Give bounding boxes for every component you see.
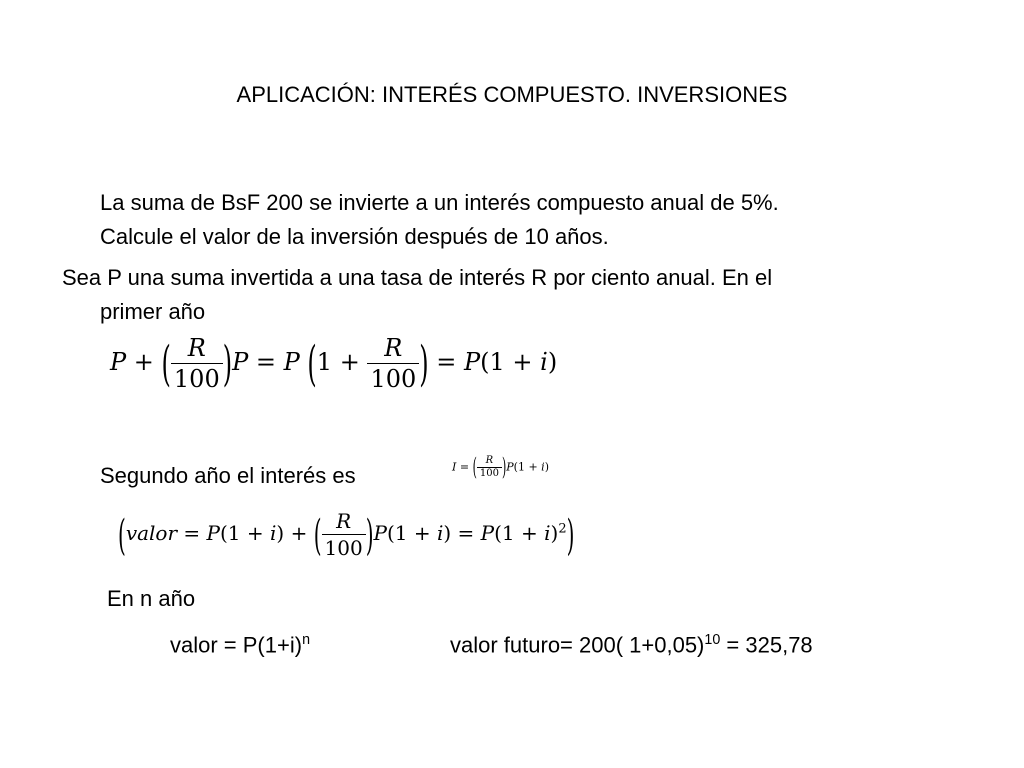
future-value-calculation [450, 623, 813, 662]
nth-year-formula-base: valor = P(1+i) [170, 632, 303, 658]
problem-line-2: Calcule el valor de la inversión después de 10 años. [100, 224, 609, 249]
nth-year-formula-exponent: n [302, 632, 311, 648]
problem-line-1: La suma de BsF 200 se invierte a un interés compuesto anual de 5%. [100, 190, 779, 215]
nth-year-formula [170, 623, 310, 662]
interest-equation: I = ( $\frac{R}{100}$ )P(1 + i) [452, 453, 549, 482]
future-value-result: = 325,78 [720, 632, 813, 658]
second-year-label: Segundo año el interés es [100, 463, 356, 488]
slide-title: APLICACIÓN: INTERÉS COMPUESTO. INVERSIONES [236, 82, 788, 107]
future-value-exponent: 10 [704, 632, 721, 648]
nth-year-label: En n año [107, 586, 196, 611]
definition-line-1: Sea P una suma invertida a una tasa de interés R por ciento anual. En el [62, 265, 773, 290]
future-value-expression: valor futuro= 200( 1+0,05) [450, 632, 705, 658]
second-year-equation: (valor = P(1 + i) + ( $\frac{R}{100}$ )$P(1 + i) = P(1 + i)^2$) [118, 509, 575, 560]
definition-line-2: primer año [100, 299, 206, 324]
first-year-equation: P + ( $\frac{R}{100}$ )P = P (1 + $\frac{R}{100}$ ) = P(1 + i) [110, 334, 558, 393]
